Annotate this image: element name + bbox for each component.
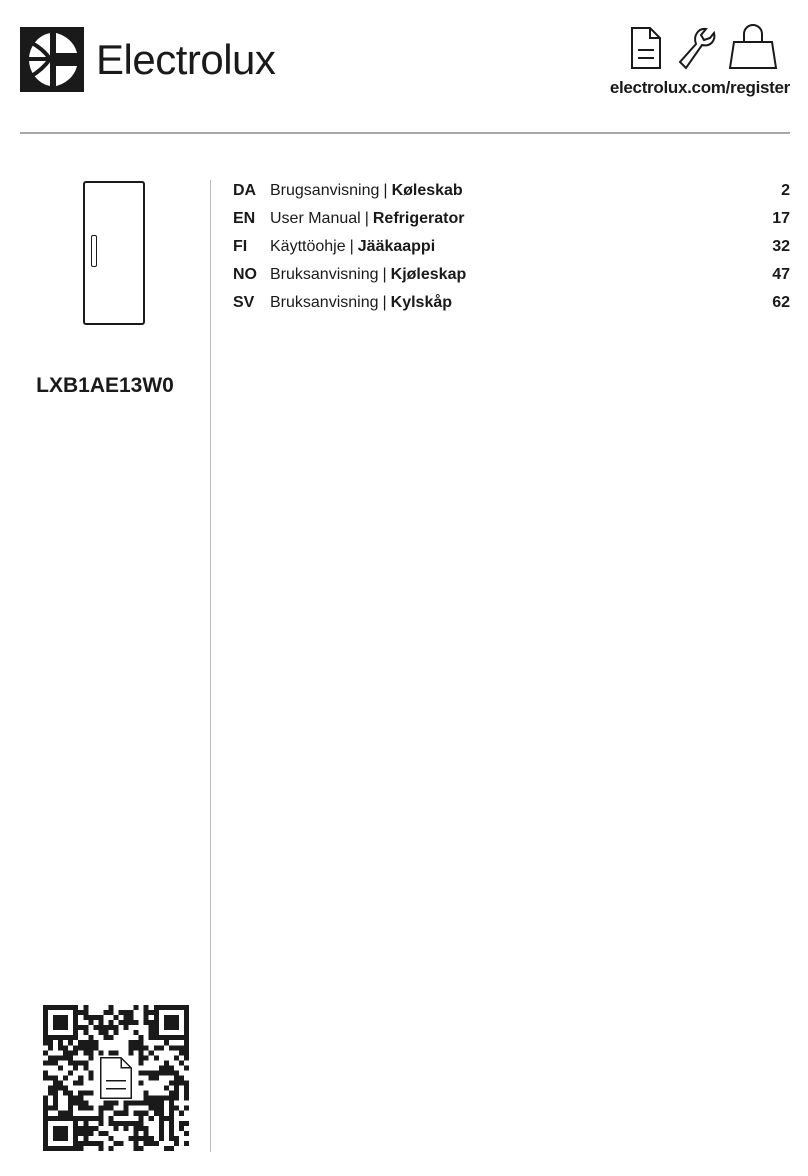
separator: | <box>349 238 354 255</box>
product-type: Jääkaappi <box>357 238 436 255</box>
toc-row[interactable] <box>233 182 790 204</box>
model-number: LXB1AE13W0 <box>36 374 174 397</box>
page-number: 32 <box>772 238 790 255</box>
toc-row[interactable] <box>233 266 790 288</box>
header-divider <box>20 132 790 134</box>
toc-row[interactable] <box>233 294 790 316</box>
wrench-icon <box>680 29 714 68</box>
register-link[interactable]: electrolux.com/register <box>609 78 790 97</box>
qr-finder-pattern <box>156 1008 186 1038</box>
toc-row[interactable] <box>233 210 790 232</box>
qr-finder-pattern <box>46 1118 76 1148</box>
refrigerator-icon <box>83 181 145 325</box>
qr-code[interactable] <box>43 1005 189 1151</box>
page-number: 2 <box>781 182 790 199</box>
language-code: NO <box>233 266 257 283</box>
language-code: FI <box>233 238 248 255</box>
page-number: 47 <box>772 266 790 283</box>
document-icon <box>632 28 660 68</box>
manual-title: User Manual <box>270 210 361 227</box>
language-code: EN <box>233 210 256 227</box>
fridge-handle <box>91 235 97 267</box>
page-number: 62 <box>772 294 790 311</box>
header-icons <box>628 24 790 72</box>
separator: | <box>383 182 388 199</box>
manual-title: Käyttöohje <box>270 238 346 255</box>
separator: | <box>382 294 387 311</box>
language-code: DA <box>233 182 257 199</box>
separator: | <box>364 210 369 227</box>
product-type: Kjøleskap <box>390 266 467 283</box>
separator: | <box>382 266 387 283</box>
product-type: Kylskåp <box>390 294 453 311</box>
toc-row[interactable] <box>233 238 790 260</box>
language-code: SV <box>233 294 255 311</box>
product-type: Køleskab <box>391 182 463 199</box>
manual-title: Bruksanvisning <box>270 294 379 311</box>
qr-finder-pattern <box>46 1008 76 1038</box>
product-type: Refrigerator <box>372 210 465 227</box>
electrolux-logo-icon <box>20 27 84 92</box>
column-divider <box>210 180 211 1152</box>
manual-title: Bruksanvisning <box>270 266 379 283</box>
page-number: 17 <box>772 210 790 227</box>
document-icon <box>101 1058 131 1098</box>
manual-title: Brugsanvisning <box>270 182 380 199</box>
brand-name: Electrolux <box>96 36 276 83</box>
shopping-bag-icon <box>730 25 776 68</box>
